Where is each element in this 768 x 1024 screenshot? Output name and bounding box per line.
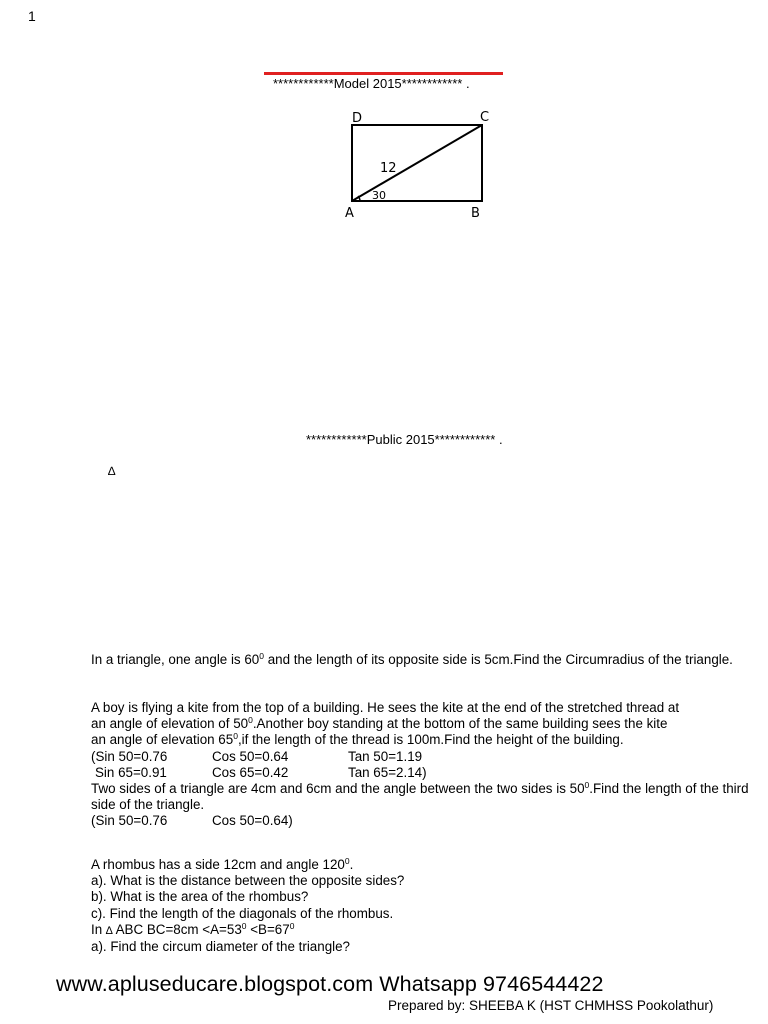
question-triangle-abc: In ∆ ABC $BC=8cm <A=53^0 <B=67^0$ <box>91 920 295 937</box>
vertex-d-label: D <box>352 111 363 126</box>
red-divider-line <box>264 72 503 75</box>
trig-table-row-3: (Sin 50=0.76 Cos 50=0.64) <box>91 813 293 829</box>
trig-table-row-2: Sin 65=0.91 Cos 65=0.42 Tan 65=2.14) <box>95 764 427 780</box>
question-rhombus <box>91 857 751 955</box>
question-circumradius: In a triangle, one angle is $60^0$ and the length of its opposite side is 5cm.Find the Circumradius of the triangle. <box>91 651 733 667</box>
footer-prepared-by: Prepared by: SHEEBA K (HST CHMHSS Pookolathur) <box>388 998 714 1013</box>
rhombus-part-b: b). What is the area of the rhombus? <box>91 889 309 905</box>
trig-table-row-1: (Sin 50=0.76 Cos 50=0.64 Tan 50=1.19 <box>91 748 423 764</box>
kite-line-2: an angle of elevation of $50^0.Another$ boy standing at the bottom of the same building sees the kite <box>91 715 668 732</box>
angle-label: 30 <box>372 189 386 202</box>
question-third-side: Two sides of a triangle are 4cm and 6cm and the angle between the two sides is $50^0.Find$ the length of the third side of the triangle. <box>91 780 749 813</box>
footer-website-whatsapp: www.apluseducare.blogspot.com Whatsapp 9746544422 <box>56 972 604 996</box>
rhombus-part-a: a). What is the distance between the opposite sides? <box>91 873 405 889</box>
vertex-b-label: B <box>471 206 480 221</box>
rhombus-part-c: c). Find the length of the diagonals of the rhombus. <box>91 905 394 921</box>
kite-line-3: an angle of elevation $65^0,if$ the length of the thread is 100m.Find the height of the building. <box>91 731 624 748</box>
triangle-symbol-inline: ∆ <box>105 924 113 937</box>
triangle-abc-part-a: a). Find the circum diameter of the triangle? <box>91 939 351 955</box>
public-2015-heading: ************Public 2015************ . <box>306 432 503 447</box>
triangle-symbol: ∆ <box>108 464 116 478</box>
rectangle-diagram <box>340 106 510 226</box>
rhombus-intro: A rhombus has a side 12cm and angle $120^0$. <box>91 856 354 872</box>
kite-line-1: A boy is flying a kite from the top of a building. He sees the kite at the end of the stretched thread at <box>91 700 680 715</box>
diagonal-length-label: 12 <box>380 161 397 176</box>
question-kite <box>91 700 751 830</box>
page-number: 1 <box>28 8 36 24</box>
model-2015-heading: ************Model 2015************ . <box>273 76 470 91</box>
vertex-c-label: C <box>480 110 490 125</box>
vertex-a-label: A <box>345 206 354 221</box>
